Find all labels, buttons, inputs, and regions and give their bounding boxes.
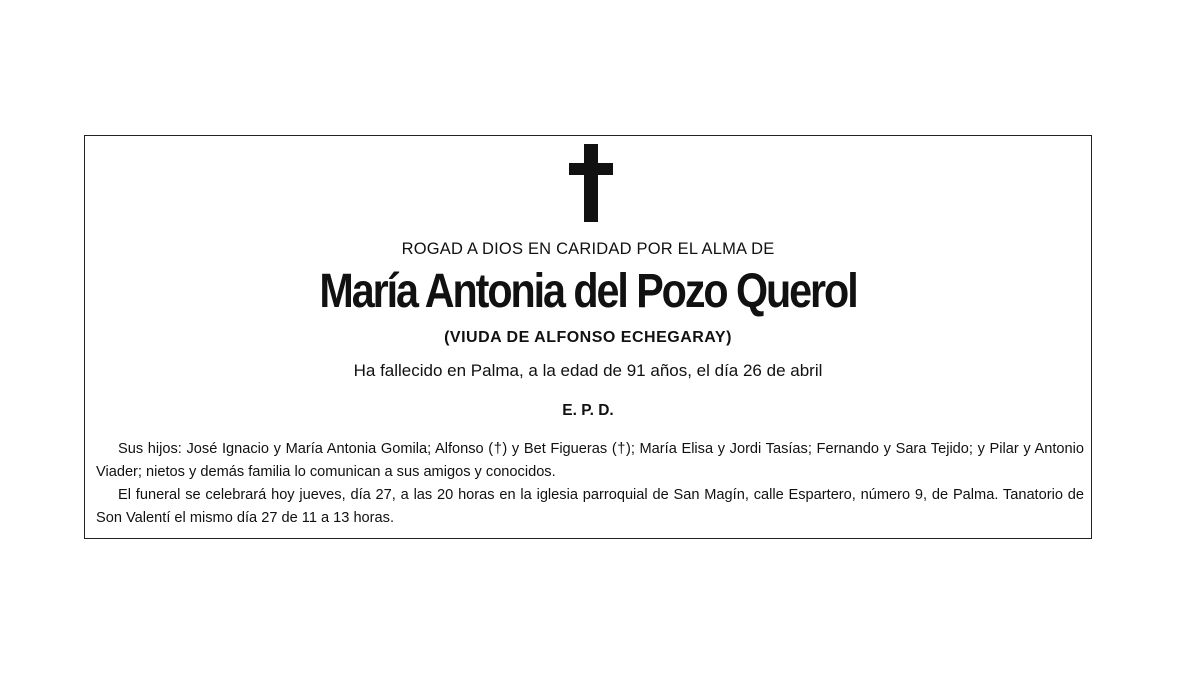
- rip-abbreviation: E. P. D.: [562, 402, 614, 419]
- deceased-name: María Antonia del Pozo Querol: [319, 265, 857, 318]
- cross-icon: [569, 144, 613, 222]
- obituary-notice: [84, 135, 1092, 539]
- death-info: Ha fallecido en Palma, a la edad de 91 años, el día 26 de abril: [353, 361, 823, 380]
- widow-of-line: (VIUDA DE ALFONSO ECHEGARAY): [444, 329, 732, 346]
- prayer-line: ROGAD A DIOS EN CARIDAD POR EL ALMA DE: [401, 240, 775, 258]
- family-paragraph: Sus hijos: José Ignacio y María Antonia Gomila; Alfonso (†) y Bet Figueras (†); María Elisa y Jordi Tasías; Fernando y Sara Tejido; y Pilar y Antonio Viader; nietos y demás familia lo comunican a sus amigos y conocidos.: [96, 441, 1084, 480]
- funeral-paragraph: El funeral se celebrará hoy jueves, día 27, a las 20 horas en la iglesia parroquial de San Magín, calle Espartero, número 9, de Palma. Tanatorio de Son Valentí el mismo día 27 de 11 a 13 horas.: [96, 487, 1084, 526]
